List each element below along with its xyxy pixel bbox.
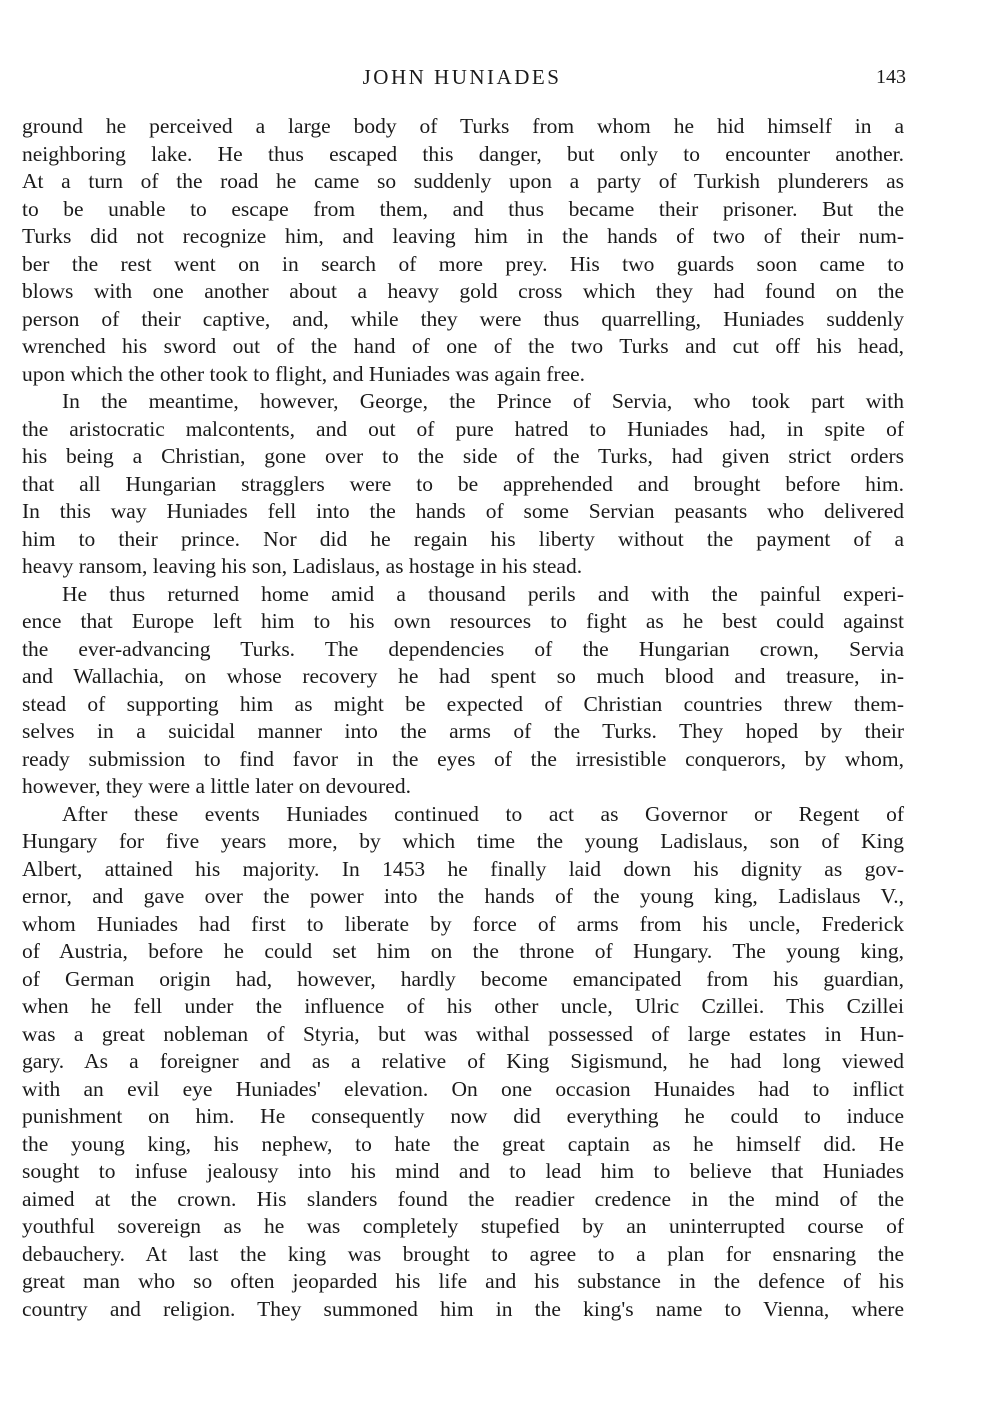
text-line: however, they were a little later on devoured.: [22, 774, 411, 798]
text-line: his being a Christian, gone over to the side of the Turks, had given strict orders: [22, 444, 904, 468]
text-line: He thus returned home amid a thousand perils and with the painful experi-: [62, 581, 904, 606]
text-line: ground he perceived a large body of Turks from whom he hid himself in a: [22, 114, 904, 138]
text-line: stead of supporting him as might be expected of Christian countries threw them-: [22, 691, 904, 716]
text-line: At a turn of the road he came so suddenly upon a party of Turkish plunderers as: [22, 169, 904, 193]
text-line: gary. As a foreigner and as a relative of King Sigismund, he had long viewed: [22, 1049, 904, 1073]
body-text: [22, 113, 904, 1323]
text-line: great man who so often jeoparded his life and his substance in the defence of his: [22, 1269, 904, 1293]
text-line: Hungary for five years more, by which time the young Ladislaus, son of King: [22, 829, 904, 853]
text-line: After these events Huniades continued to act as Governor or Regent of: [62, 801, 904, 826]
text-line: ernor, and gave over the power into the hands of the young king, Ladislaus V.,: [22, 884, 904, 908]
text-line: country and religion. They summoned him in the king's name to Vienna, where: [22, 1296, 904, 1321]
text-line: ence that Europe left him to his own resources to fight as he best could against: [22, 609, 904, 633]
text-line: punishment on him. He consequently now did everything he could to induce: [22, 1104, 904, 1128]
text-line: upon which the other took to flight, and Huniades was again free.: [22, 361, 586, 386]
text-line: whom Huniades had first to liberate by force of arms from his uncle, Frederick: [22, 911, 904, 936]
text-line: the aristocratic malcontents, and out of pure hatred to Huniades had, in spite of: [22, 416, 904, 441]
page-number: 143: [876, 66, 906, 88]
text-line: In this way Huniades fell into the hands of some Servian peasants who delivered: [22, 499, 904, 523]
running-title: JOHN HUNIADES: [362, 65, 562, 89]
text-line: was a great nobleman of Styria, but was withal possessed of large estates in Hun-: [22, 1021, 904, 1046]
text-line: of Austria, before he could set him on the throne of Hungary. The young king,: [22, 939, 904, 963]
text-line: debauchery. At last the king was brought to agree to a plan for ensnaring the: [22, 1241, 904, 1266]
text-line: wrenched his sword out of the hand of one of the two Turks and cut off his head,: [22, 334, 904, 358]
text-line: blows with one another about a heavy gold cross which they had found on the: [22, 279, 904, 303]
text-line: selves in a suicidal manner into the arms of the Turks. They hoped by their: [22, 719, 904, 743]
text-line: with an evil eye Huniades' elevation. On one occasion Hunaides had to inflict: [22, 1076, 904, 1101]
text-line: of German origin had, however, hardly become emancipated from his guardian,: [22, 966, 904, 991]
text-line: the young king, his nephew, to hate the great captain as he himself did. He: [22, 1131, 904, 1156]
text-line: person of their captive, and, while they were thus quarrelling, Huniades suddenly: [22, 306, 904, 331]
text-line: the ever-advancing Turks. The dependencies of the Hungarian crown, Servia: [22, 636, 904, 661]
text-line: sought to infuse jealousy into his mind and to lead him to believe that Huniades: [22, 1159, 904, 1183]
text-line: aimed at the crown. His slanders found the readier credence in the mind of the: [22, 1186, 904, 1211]
text-line: when he fell under the influence of his other uncle, Ulric Czillei. This Czillei: [22, 994, 904, 1018]
text-line: Albert, attained his majority. In 1453 he finally laid down his dignity as gov-: [22, 856, 904, 881]
text-line: ber the rest went on in search of more prey. His two guards soon came to: [22, 251, 904, 276]
text-line: In the meantime, however, George, the Prince of Servia, who took part with: [62, 389, 904, 413]
text-line: youthful sovereign as he was completely stupefied by an uninterrupted course of: [22, 1214, 904, 1238]
text-line: him to their prince. Nor did he regain his liberty without the payment of a: [22, 526, 904, 551]
text-line: to be unable to escape from them, and thus became their prisoner. But the: [22, 196, 904, 221]
text-line: heavy ransom, leaving his son, Ladislaus, as hostage in his stead.: [22, 554, 583, 578]
text-line: and Wallachia, on whose recovery he had spent so much blood and treasure, in-: [22, 664, 904, 688]
running-head: [22, 62, 906, 92]
text-line: neighboring lake. He thus escaped this danger, but only to encounter another.: [22, 141, 904, 166]
text-line: that all Hungarian stragglers were to be apprehended and brought before him.: [22, 471, 904, 496]
text-line: Turks did not recognize him, and leaving him in the hands of two of their num-: [22, 224, 904, 248]
text-line: ready submission to find favor in the eyes of the irresistible conquerors, by whom,: [22, 746, 904, 771]
